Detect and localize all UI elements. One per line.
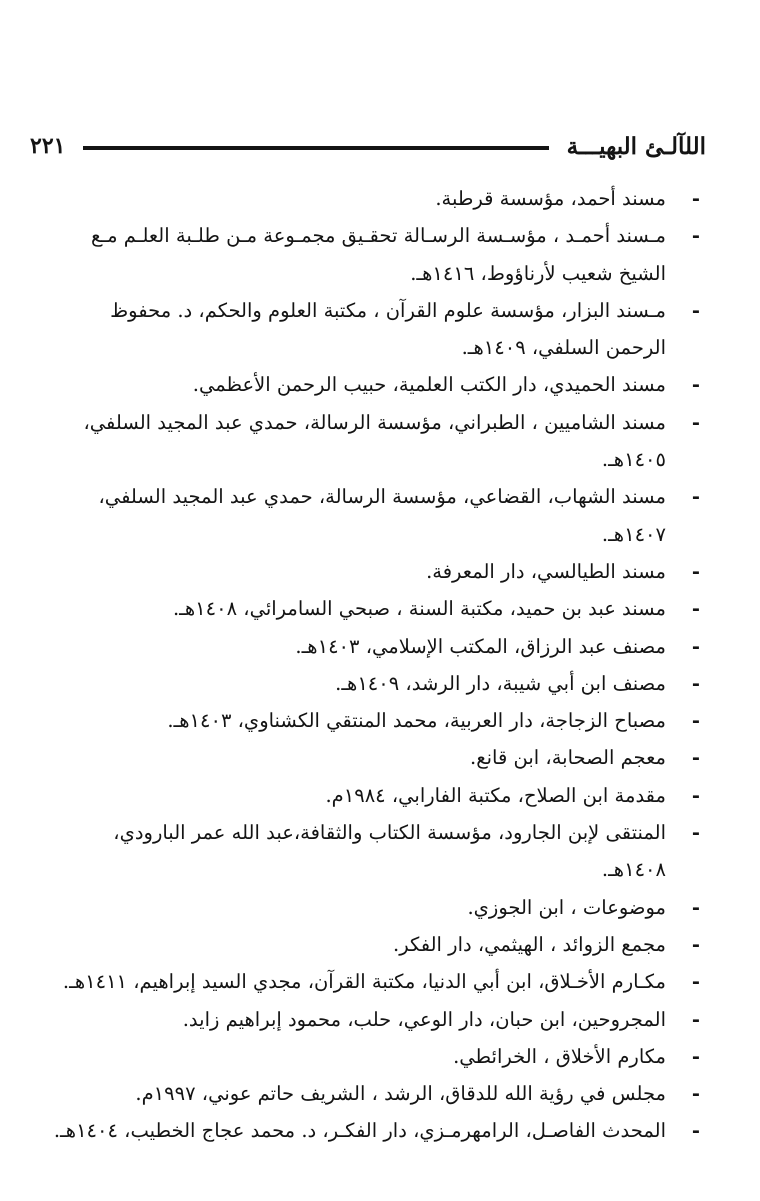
bibliography-entry: - المحدث الفاصـل، الرامهرمـزي، دار الفكـر، د. محمد عجاج الخطيب، ١٤٠٤هـ. bbox=[52, 1112, 702, 1149]
bibliography-entry: - مـسند أحمـد ، مؤسـسة الرسـالة تحقـيق مجمـوعة مـن طلـبة العلـم مـع الشيخ شعيب لأرناؤوط، ١٤١٦هـ. bbox=[52, 217, 702, 292]
bibliography-entry: - مصنف ابن أبي شيبة، دار الرشد، ١٤٠٩هـ. bbox=[52, 665, 702, 702]
bibliography-entry: - مجلس في رؤية الله للدقاق، الرشد ، الشريف حاتم عوني، ١٩٩٧م. bbox=[52, 1075, 702, 1112]
page-number: ٢٢١ bbox=[30, 133, 66, 159]
bibliography-entry: - مسند أحمد، مؤسسة قرطبة. bbox=[52, 180, 702, 217]
bibliography-entry: - مقدمة ابن الصلاح، مكتبة الفارابي، ١٩٨٤م. bbox=[52, 777, 702, 814]
bibliography-entry: - مصنف عبد الرزاق، المكتب الإسلامي، ١٤٠٣هـ. bbox=[52, 628, 702, 665]
bibliography-entry: - مسند عبد بن حميد، مكتبة السنة ، صبحي السامرائي، ١٤٠٨هـ. bbox=[52, 590, 702, 627]
bibliography-entry: - مـسند البزار، مؤسسة علوم القرآن ، مكتبة العلوم والحكم، د. محفوظ الرحمن السلفي، ١٤٠٩هـ. bbox=[52, 292, 702, 367]
bibliography-entry: - موضوعات ، ابن الجوزي. bbox=[52, 889, 702, 926]
bibliography-entry: - مسند الحميدي، دار الكتب العلمية، حبيب الرحمن الأعظمي. bbox=[52, 366, 702, 403]
bibliography-list bbox=[52, 180, 702, 1150]
header-rule bbox=[83, 146, 548, 150]
bibliography-entry: - مصباح الزجاجة، دار العربية، محمد المنتقي الكشناوي، ١٤٠٣هـ. bbox=[52, 702, 702, 739]
running-title: اللآلـئ البهيـــة bbox=[566, 132, 706, 160]
bibliography-entry: - المجروحين، ابن حبان، دار الوعي، حلب، محمود إبراهيم زايد. bbox=[52, 1001, 702, 1038]
bibliography-entry: - مكارم الأخلاق ، الخرائطي. bbox=[52, 1038, 702, 1075]
bibliography-entry: - مسند الشاميين ، الطبراني، مؤسسة الرسالة، حمدي عبد المجيد السلفي، ١٤٠٥هـ. bbox=[52, 404, 702, 479]
bibliography-entry: - مكـارم الأخـلاق، ابن أبي الدنيا، مكتبة القرآن، مجدي السيد إبراهيم، ١٤١١هـ. bbox=[52, 963, 702, 1000]
bibliography-entry: - مجمع الزوائد ، الهيثمي، دار الفكر. bbox=[52, 926, 702, 963]
bibliography-entry: - معجم الصحابة، ابن قانع. bbox=[52, 739, 702, 776]
bibliography-entry: - المنتقى لإبن الجارود، مؤسسة الكتاب والثقافة،عبد الله عمر البارودي، ١٤٠٨هـ. bbox=[52, 814, 702, 889]
bibliography-entry: - مسند الشهاب، القضاعي، مؤسسة الرسالة، حمدي عبد المجيد السلفي، ١٤٠٧هـ. bbox=[52, 478, 702, 553]
page-header bbox=[30, 126, 706, 166]
bibliography-entry: - مسند الطيالسي، دار المعرفة. bbox=[52, 553, 702, 590]
